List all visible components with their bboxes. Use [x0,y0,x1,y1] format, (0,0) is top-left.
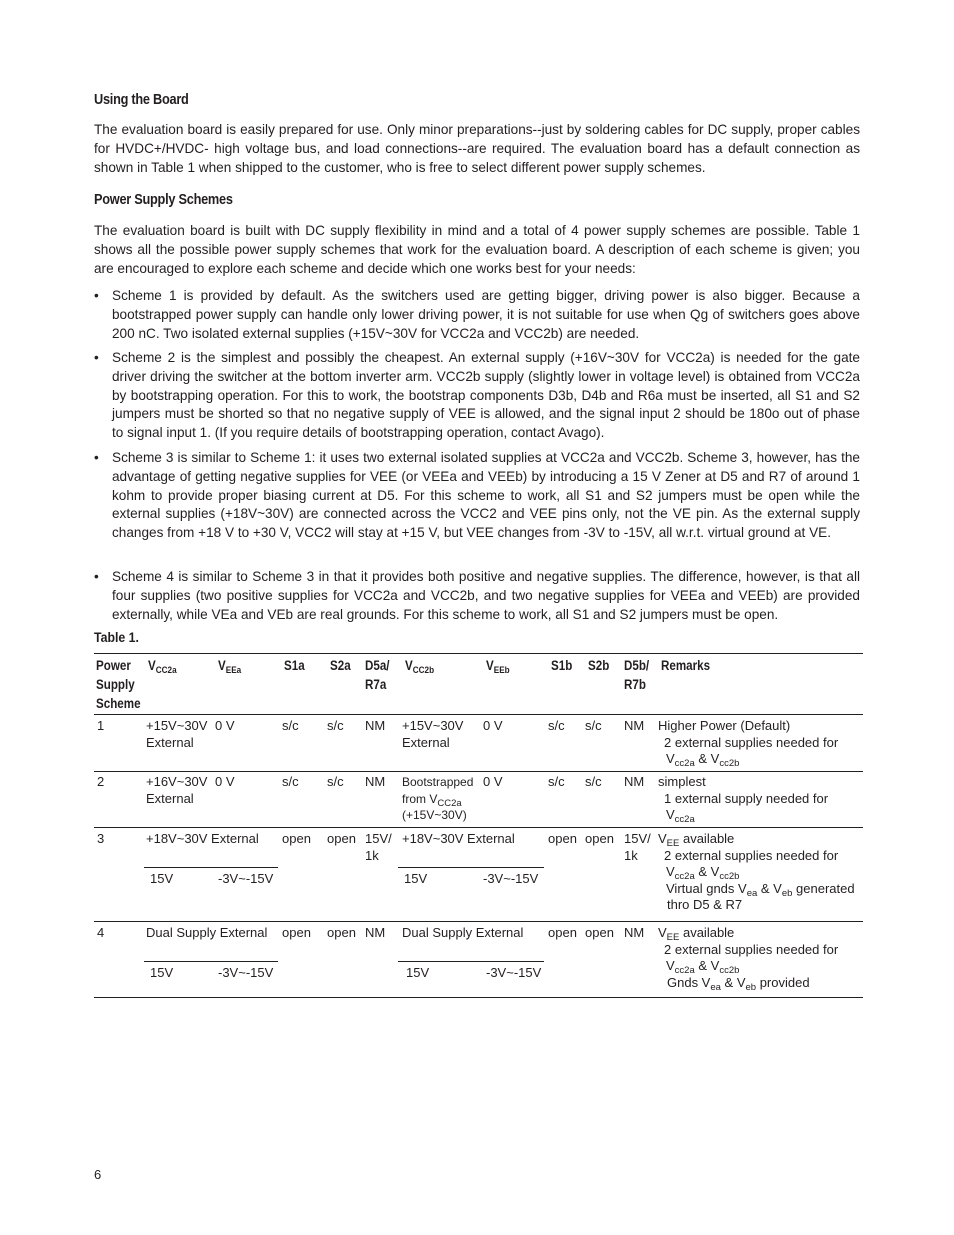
heading-using-the-board: Using the Board [94,92,189,108]
header-s1a: S1a [284,658,305,673]
cell-remarks: simplest 1 external supply needed for $V_{cc2a}$ [658,774,829,825]
bullet-scheme-2 [94,349,860,443]
cell-s2b: open [585,831,614,846]
paragraph-using-the-board: The evaluation board is easily prepared for use. Only minor preparations--just by soldering cables for DC supply, proper cables for HVDC+/HVDC- high voltage bus, and load connections--are required. The evaluation board has a default connection as shown in Table 1 when shipped to the customer, who is free to select different power supply schemes. [94,122,860,175]
header-vcc2a: $V_{CC2a}$ [148,658,177,676]
cell-s2a: s/c [327,718,344,733]
cell-scheme: 3 [97,831,105,846]
header-vcc2b: $V_{CC2b}$ [405,658,435,676]
cell-s2a: open [327,831,356,846]
cell-s2b: s/c [585,774,602,789]
bullet-text: Scheme 1 is provided by default. As the switchers used are getting bigger, driving power is also bigger. Because a bootstrapped power supply can handle only lower driving power, it is not suitable for use when Qg of switchers goes above 200 nC. Two isolated external supplies (+15V~30V for VCC2a and VCC2b) are needed. [112,288,860,341]
cell-d5a: NM [365,925,386,940]
bullet-icon: • [94,288,99,303]
cell-s1a: s/c [282,718,299,733]
cell-s2a: s/c [327,774,344,789]
cell-s1a: open [282,925,311,940]
cell-veea: 0 V [215,774,235,789]
cell-vcc2b-external: +18V~30V External [402,831,515,846]
bullet-text: Scheme 4 is similar to Scheme 3 in that it provides both positive and negative supplies. The difference, however, is that all four supplies (two positive supplies for VCC2a and VCC2b, and two negative supplies for VEEa and VEEb) are provided externally, while VEa and VEb are real grounds. For this scheme to work, all S1 and S2 jumpers must be open. [112,569,860,622]
cell-s1b: s/c [548,718,565,733]
cell-s1b: open [548,831,577,846]
cell-vcc2a-value: 15V [150,871,174,886]
subcell-rule [144,867,278,868]
cell-veeb: 0 V [483,718,503,733]
cell-veea-value: -3V~-15V [218,871,274,886]
page-number: 6 [94,1167,102,1182]
cell-s1b: open [548,925,577,940]
cell-d5b: 15V/ 1k [624,831,651,863]
cell-s2b: open [585,925,614,940]
cell-veea: 0 V [215,718,235,733]
header-s2b: S2b [588,658,610,673]
cell-vcc2a-external: +18V~30V External [146,831,259,846]
cell-d5a: NM [365,774,386,789]
table-rule-header [94,714,863,715]
bullet-scheme-4 [94,568,860,624]
bullet-text: Scheme 2 is the simplest and possibly the cheapest. An external supply (+16V~30V for VCC2a) is needed for the gate driver driving the switcher at the bottom inverter arm. VCC2b supply (slightly lower in voltage level) is obtained from VCC2a by bootstrapping operation. For this to work, the bootstrap components D3b, D4b and R6a must be inserted, all S1 and S2 jumpers must be shorted so that no negative supply of VEE is allowed, and the signal input 2 should be 180o out of phase to signal input 1. (If you require details of bootstrapping operation, contact Avago). [112,350,860,441]
cell-vcc2a: +16V~30V External [146,774,208,806]
table-rule-row [94,771,863,772]
cell-d5b: NM [624,774,645,789]
cell-remarks: $V_{EE}$ available 2 external supplies needed for $V_{cc2a}$ & $V_{cc2b}$ Gnds $V_{ea}$ & $V_{eb}$ provided [658,925,839,993]
header-s1b: S1b [551,658,573,673]
bullet-text: Scheme 3 is similar to Scheme 1: it uses two external isolated supplies at VCC2a and VCC2b. Scheme 3, however, has the advantage of getting negative supplies for VEE (or VEEa and VEEb) by introducing a 15 V Zener at D5 and R7 of around 1 kohm to provide proper biasing current at D5. For this scheme to work, all S1 and S2 jumpers must be open while the external supplies (+18V~30V) are connected across the VCC2 and VEE pins only, not the VE pin. As the external supply changes from +18 V to +30 V, VCC2 will stay at +15 V, but VEE changes from -3V to -15V, all w.r.t. virtual ground at VE. [112,450,860,541]
header-veeb: $V_{EEb}$ [486,658,510,676]
cell-vcc2b: +15V~30V External [402,718,464,750]
bullet-icon: • [94,450,99,465]
cell-d5a: NM [365,718,386,733]
cell-s2a: open [327,925,356,940]
cell-remarks: Higher Power (Default) 2 external supplies needed for $V_{cc2a}$ & $V_{cc2b}$ [658,718,839,769]
cell-s1a: s/c [282,774,299,789]
bullet-icon: • [94,350,99,365]
header-d5b: D5b/ R7b [624,658,650,692]
cell-scheme: 2 [97,774,105,789]
cell-veeb: 0 V [483,774,503,789]
cell-vcc2b-external: Dual Supply External [402,925,524,940]
cell-d5b: NM [624,718,645,733]
cell-scheme: 1 [97,718,105,733]
cell-veeb-value: -3V~-15V [483,871,539,886]
bullet-scheme-3 [94,449,860,543]
table-rule-bottom [94,997,863,998]
cell-scheme: 4 [97,925,105,940]
cell-veea-value: -3V~-15V [218,965,274,980]
cell-remarks: $V_{EE}$ available 2 external supplies needed for $V_{cc2a}$ & $V_{cc2b}$ Virtual gnds $V_{ea}$ & $V_{eb}$ generated thro D5 & R7 [658,831,855,912]
bullet-scheme-1 [94,287,860,343]
cell-vcc2a-external: Dual Supply External [146,925,268,940]
table-rule-row [94,921,863,922]
heading-power-supply-schemes: Power Supply Schemes [94,192,233,208]
cell-vcc2b-value: 15V [404,871,428,886]
header-scheme: Power Supply Scheme [96,658,141,711]
cell-vcc2b-value: 15V [406,965,430,980]
cell-s1b: s/c [548,774,565,789]
table-rule-top [94,653,863,654]
subcell-rule [144,961,278,962]
header-remarks: Remarks [661,658,711,673]
subcell-rule [398,961,544,962]
cell-d5a: 15V/ 1k [365,831,392,863]
cell-s2b: s/c [585,718,602,733]
subcell-rule [398,867,544,868]
header-d5a: D5a/ R7a [365,658,390,692]
table-caption: Table 1. [94,629,139,645]
cell-vcc2b: Bootstrapped from $V_{CC2a}$ (+15V~30V) [402,775,474,822]
bullet-icon: • [94,569,99,584]
cell-vcc2a: +15V~30V External [146,718,208,750]
paragraph-power-supply-schemes: The evaluation board is built with DC supply flexibility in mind and a total of 4 power supply schemes are possible. Table 1 shows all the possible power supply schemes that work for the evaluation board. A description of each scheme is given; you are encouraged to explore each scheme and decide which one works best for your needs: [94,223,860,276]
cell-s1a: open [282,831,311,846]
header-s2a: S2a [330,658,351,673]
table-rule-row [94,827,863,828]
header-veea: $V_{EEa}$ [218,658,242,676]
cell-veeb-value: -3V~-15V [486,965,542,980]
cell-d5b: NM [624,925,645,940]
cell-vcc2a-value: 15V [150,965,174,980]
